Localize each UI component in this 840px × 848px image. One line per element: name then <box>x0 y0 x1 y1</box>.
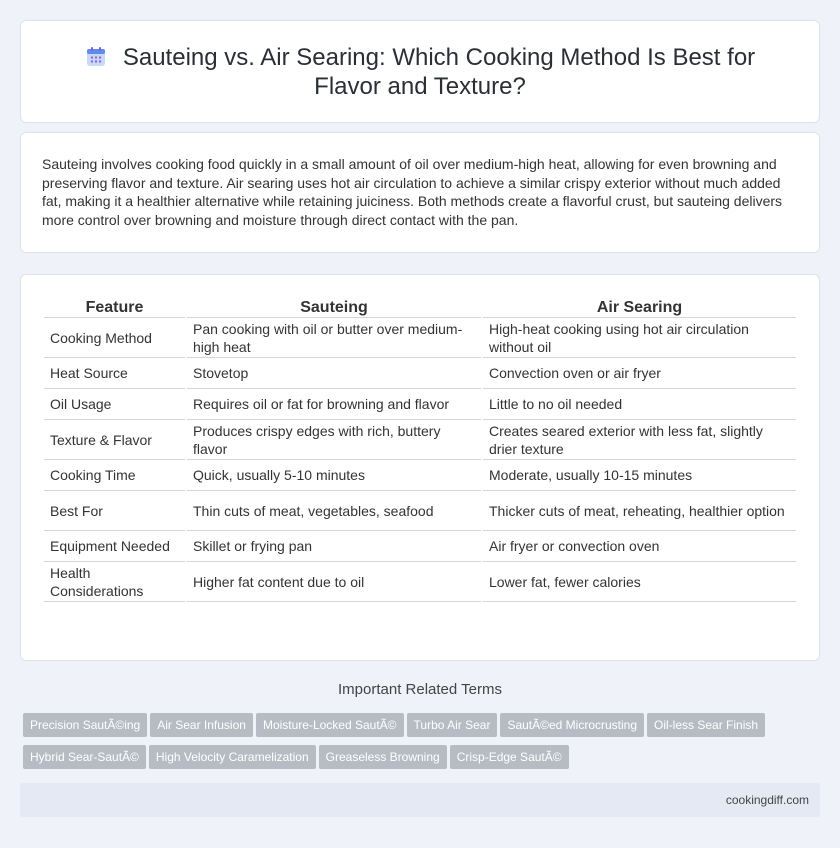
table-row <box>44 420 796 460</box>
footer-site-link[interactable]: cookingdiff.com <box>725 793 809 807</box>
related-terms-heading: Important Related Terms <box>338 681 502 698</box>
header-feature: Feature <box>44 297 185 318</box>
related-term-tag[interactable]: Air Sear Infusion <box>150 713 253 737</box>
feature-cell: Best For <box>44 491 185 531</box>
sauteing-cell: Pan cooking with oil or butter over medium-high heat <box>187 318 481 358</box>
page-title-wrap <box>51 43 789 101</box>
related-terms-list <box>23 713 803 777</box>
feature-cell: Equipment Needed <box>44 531 185 562</box>
comparison-table <box>42 297 798 602</box>
air-searing-cell: Air fryer or convection oven <box>483 531 796 562</box>
air-searing-cell: Moderate, usually 10-15 minutes <box>483 460 796 491</box>
intro-paragraph: Sauteing involves cooking food quickly in a small amount of oil over medium-high heat, allowing for even browning and preserving flavor and texture. Air searing uses hot air circulation to achieve a similar crispy exterior without much added fat, making it a healthier alternative while retaining juiciness. Both methods create a flavorful crust, but sauteing delivers more control over browning and moisture through direct contact with the pan. <box>42 156 783 228</box>
footer <box>20 783 820 817</box>
related-term-tag[interactable]: SautÃ©ed Microcrusting <box>500 713 644 737</box>
feature-cell: Cooking Time <box>44 460 185 491</box>
feature-cell: Health Considerations <box>44 562 185 602</box>
related-term-tag[interactable]: Turbo Air Sear <box>407 713 498 737</box>
air-searing-cell: Convection oven or air fryer <box>483 358 796 389</box>
sauteing-cell: Higher fat content due to oil <box>187 562 481 602</box>
header-sauteing: Sauteing <box>187 297 481 318</box>
comparison-card <box>20 274 820 661</box>
air-searing-cell: Creates seared exterior with less fat, slightly drier texture <box>483 420 796 460</box>
calendar-icon <box>85 46 107 68</box>
sauteing-cell: Produces crispy edges with rich, buttery flavor <box>187 420 481 460</box>
sauteing-cell: Requires oil or fat for browning and flavor <box>187 389 481 420</box>
sauteing-cell: Skillet or frying pan <box>187 531 481 562</box>
feature-cell: Texture & Flavor <box>44 420 185 460</box>
feature-cell: Heat Source <box>44 358 185 389</box>
table-row <box>44 491 796 531</box>
related-term-tag[interactable]: Moisture-Locked SautÃ© <box>256 713 404 737</box>
air-searing-cell: Lower fat, fewer calories <box>483 562 796 602</box>
feature-cell: Cooking Method <box>44 318 185 358</box>
page-title: Sauteing vs. Air Searing: Which Cooking Method Is Best for Flavor and Texture? <box>122 44 756 100</box>
sauteing-cell: Thin cuts of meat, vegetables, seafood <box>187 491 481 531</box>
table-row <box>44 531 796 562</box>
related-term-tag[interactable]: Oil-less Sear Finish <box>647 713 765 737</box>
sauteing-cell: Stovetop <box>187 358 481 389</box>
related-term-tag[interactable]: Greaseless Browning <box>319 745 447 769</box>
header-air-searing: Air Searing <box>483 297 796 318</box>
related-term-tag[interactable]: Hybrid Sear-SautÃ© <box>23 745 146 769</box>
table-row <box>44 562 796 602</box>
sauteing-cell: Quick, usually 5-10 minutes <box>187 460 481 491</box>
air-searing-cell: High-heat cooking using hot air circulation without oil <box>483 318 796 358</box>
related-term-tag[interactable]: High Velocity Caramelization <box>149 745 316 769</box>
feature-cell: Oil Usage <box>44 389 185 420</box>
related-term-tag[interactable]: Crisp-Edge SautÃ© <box>450 745 569 769</box>
title-card <box>20 20 820 123</box>
table-row <box>44 389 796 420</box>
air-searing-cell: Thicker cuts of meat, reheating, healthier option <box>483 491 796 531</box>
intro-card <box>20 132 820 253</box>
table-row <box>44 318 796 358</box>
table-header-row <box>44 297 796 318</box>
table-row <box>44 358 796 389</box>
related-term-tag[interactable]: Precision SautÃ©ing <box>23 713 147 737</box>
table-row <box>44 460 796 491</box>
air-searing-cell: Little to no oil needed <box>483 389 796 420</box>
